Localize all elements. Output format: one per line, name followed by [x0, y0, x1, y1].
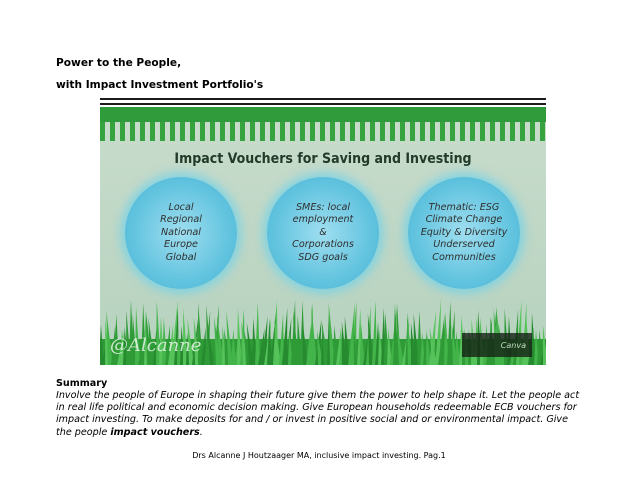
geography-circle	[125, 177, 237, 289]
summary-text: Involve the people of Europe in shaping their future give them the power to help shape it. Let the people act in real life political and economic decision making. Give European households redeemable ECB vouchers for impact investing. To make deposits for and / or invest in positive social and or environmental impact. Give the people	[56, 390, 580, 438]
circle-line: Thematic: ESG	[428, 201, 500, 213]
circle-line: Global	[165, 251, 197, 263]
footer-author: Drs Alcanne J Houtzaager MA, inclusive impact investing.	[192, 451, 424, 460]
canva-badge: Canva	[462, 333, 532, 357]
document-subtitle: with Impact Investment Portfolio's	[56, 79, 264, 91]
divider-bottom	[100, 103, 546, 105]
circle-line: Communities	[432, 251, 496, 263]
green-top-bar	[100, 107, 546, 122]
circle-line: Climate Change	[425, 214, 503, 226]
divider-top	[100, 98, 546, 100]
circle-line: Equity & Diversity	[420, 226, 508, 238]
circle-line: employment	[292, 214, 354, 226]
picket-fence	[100, 122, 546, 141]
summary-heading: Summary	[56, 378, 108, 389]
summary-body	[56, 390, 584, 439]
summary-emphasis: impact vouchers	[110, 426, 200, 438]
summary-end: .	[199, 426, 203, 438]
footer-page-number: Pag.1	[423, 451, 446, 460]
circle-line: Regional	[160, 214, 202, 226]
circle-line: SDG goals	[298, 251, 348, 263]
signature-watermark: @Alcanne	[110, 335, 202, 356]
infographic-heading: Impact Vouchers for Saving and Investing	[174, 151, 472, 167]
circle-line: SMEs: local	[295, 201, 351, 213]
circle-line: Europe	[164, 239, 198, 251]
impact-vouchers-infographic	[100, 107, 546, 365]
thematic-circle	[408, 177, 520, 289]
circle-line: &	[319, 226, 327, 238]
page-footer	[0, 451, 638, 460]
document-title: Power to the People,	[56, 57, 182, 69]
circle-line: Underserved	[433, 239, 495, 251]
circle-line: Local	[168, 201, 194, 213]
companies-circle	[267, 177, 379, 289]
circle-line: National	[161, 226, 201, 238]
circle-line: Corporations	[292, 239, 354, 251]
